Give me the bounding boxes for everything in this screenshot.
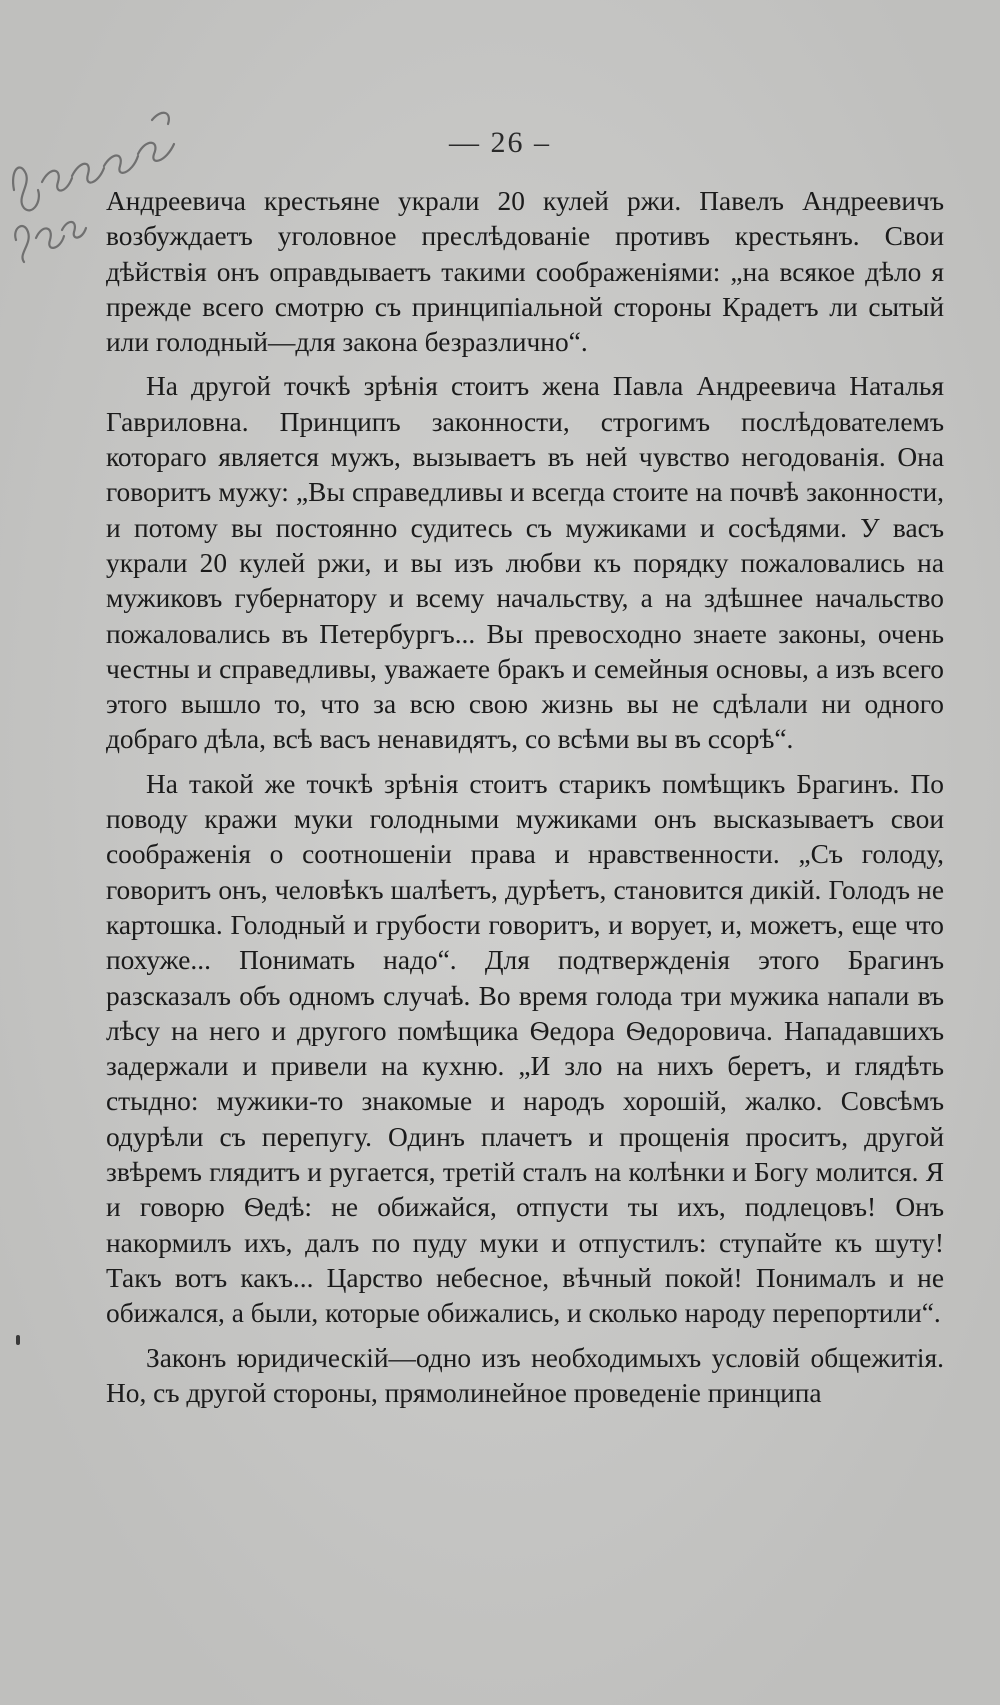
paragraph-law: Законъ юридическій—одно изъ необходимыхъ условій общежитія. Но, съ другой стороны, прямолинейное проведеніе принципа	[106, 1342, 944, 1408]
body-text	[106, 184, 944, 1411]
ink-speck	[16, 1335, 20, 1345]
page-number: — 26 –	[449, 126, 551, 159]
paragraph-natalya: На другой точкѣ зрѣнія стоитъ жена Павла Андреевича Наталья Гавриловна. Принципъ законности, строгимъ послѣдователемъ котораго является мужъ, вызываетъ въ ней чувство негодованія. Она говоритъ мужу: „Вы справедливы и всегда стоите на почвѣ законности, и потому вы постоянно судитесь съ мужиками и сосѣдями. У васъ украли 20 кулей ржи, и вы изъ любви къ порядку пожаловались на мужиковъ губернатору и всему начальству, а на здѣшнее начальство пожаловались въ Петербургъ... Вы превосходно знаете законы, очень честны и справедливы, уважаете бракъ и семейныя основы, а изъ всего этого вышло то, что за всю свою жизнь вы не сдѣлали ни одного добраго дѣла, всѣ васъ ненавидятъ, со всѣми вы въ ссорѣ“.	[106, 371, 944, 755]
paragraph-bragin: На такой же точкѣ зрѣнія стоитъ старикъ помѣщикъ Брагинъ. По поводу кражи муки голодными мужиками онъ высказываетъ свои соображенія о соотношеніи права и нравственности. „Съ голоду, говоритъ онъ, человѣкъ шалѣетъ, дурѣетъ, становится дикій. Голодъ не картошка. Голодный и грубости говоритъ, и ворует, и, можетъ, еще что похуже... Понимать надо“. Для подтвержденія этого Брагинъ разсказалъ объ одномъ случаѣ. Во время голода три мужика напали въ лѣсу на него и другого помѣщика Ѳедора Ѳедоровича. Нападавшихъ задержали и привели на кухню. „И зло на нихъ беретъ, и глядѣть стыдно: мужики-то знакомые и народъ хорошій, жалко. Совсѣмъ одурѣли съ перепугу. Одинъ плачетъ и прощенія проситъ, другой звѣремъ глядитъ и ругается, третій сталъ на колѣнки и Богу молится. Я и говорю Ѳедѣ: не обижайся, отпусти ты ихъ, подлецовъ! Онъ накормилъ ихъ, далъ по пуду муки и отпустилъ: ступайте къ шуту! Такъ вотъ какъ... Царство небесное, вѣчный покой! Понималъ и не обижался, а были, которые обижались, и сколько народу перепортили“.	[106, 768, 944, 1329]
paragraph-continuation: Андреевича крестьяне украли 20 кулей ржи. Павелъ Андреевичъ возбуждаетъ уголовное преслѣдованіе противъ крестьянъ. Свои дѣйствія онъ оправдываетъ такими соображеніями: „на всякое дѣло я прежде всего смотрю съ принципіальной стороны Крадетъ ли сытый или голодный—для закона безразлично“.	[106, 186, 944, 358]
